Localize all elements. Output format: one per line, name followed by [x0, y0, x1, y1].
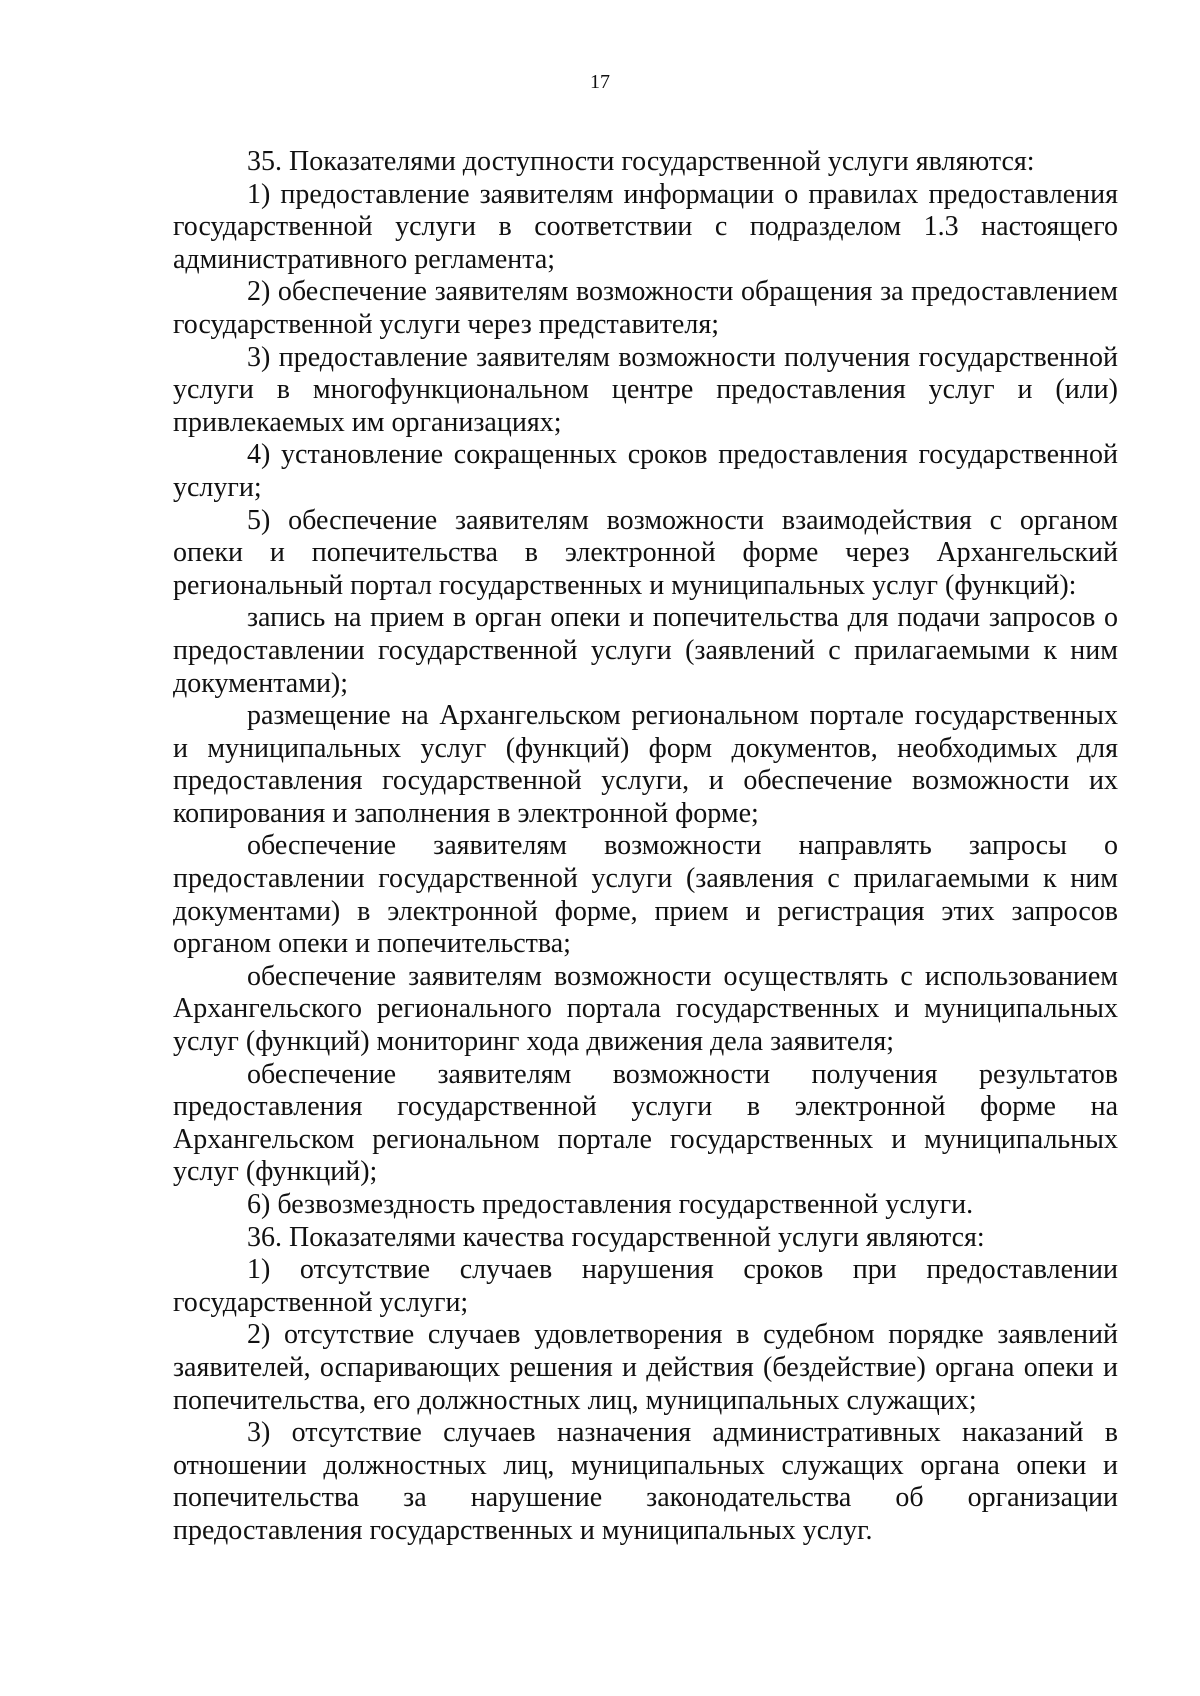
- paragraph: размещение на Архангельском региональном портале государственных и муниципальных услуг (функций) форм документов, необходимых для предоставления государственной услуги, и обеспечение возможности их копирования и заполнения в электронной форме;: [173, 700, 1118, 829]
- document-body: [173, 146, 1118, 1548]
- paragraph: 4) установление сокращенных сроков предоставления государственной услуги;: [173, 439, 1118, 503]
- paragraph: 3) отсутствие случаев назначения административных наказаний в отношении должностных лиц, муниципальных служащих органа опеки и попечительства за нарушение законодательства об организации предоставления государственных и муниципальных услуг.: [173, 1417, 1118, 1546]
- paragraph: 2) отсутствие случаев удовлетворения в судебном порядке заявлений заявителей, оспаривающих решения и действия (бездействие) органа опеки и попечительства, его должностных лиц, муниципальных служащих;: [173, 1319, 1118, 1416]
- paragraph: обеспечение заявителям возможности получения результатов предоставления государственной услуги в электронной форме на Архангельском региональном портале государственных и муниципальных услуг (функций);: [173, 1058, 1118, 1188]
- paragraph: 3) предоставление заявителям возможности получения государственной услуги в многофункциональном центре предоставления услуг и (или) привлекаемых им организациях;: [173, 341, 1118, 438]
- paragraph: запись на прием в орган опеки и попечительства для подачи запросов о предоставлении государственной услуги (заявлений с прилагаемыми к ним документами);: [173, 602, 1118, 699]
- page-number: 17: [590, 71, 610, 93]
- paragraph: 2) обеспечение заявителям возможности обращения за предоставлением государственной услуги через представителя;: [173, 276, 1118, 340]
- paragraph: 5) обеспечение заявителям возможности взаимодействия с органом опеки и попечительства в электронной форме через Архангельский региональный портал государственных и муниципальных услуг (функций):: [173, 504, 1118, 601]
- paragraph: 36. Показателями качества государственной услуги являются:: [247, 1221, 985, 1253]
- paragraph: 1) предоставление заявителям информации о правилах предоставления государственной услуги в соответствии с подразделом 1.3 настоящего административного регламента;: [173, 178, 1118, 275]
- paragraph: обеспечение заявителям возможности осуществлять с использованием Архангельского регионального портала государственных и муниципальных услуг (функций) мониторинг хода движения дела заявителя;: [173, 960, 1118, 1058]
- paragraph: 1) отсутствие случаев нарушения сроков при предоставлении государственной услуги;: [173, 1254, 1118, 1318]
- paragraph: обеспечение заявителям возможности направлять запросы о предоставлении государственной услуги (заявления с прилагаемыми к ним документами) в электронной форме, прием и регистрация этих запросов органом опеки и попечительства;: [173, 830, 1118, 960]
- paragraph: 35. Показателями доступности государственной услуги являются:: [247, 146, 1035, 177]
- paragraph: 6) безвозмездность предоставления государственной услуги.: [247, 1189, 974, 1220]
